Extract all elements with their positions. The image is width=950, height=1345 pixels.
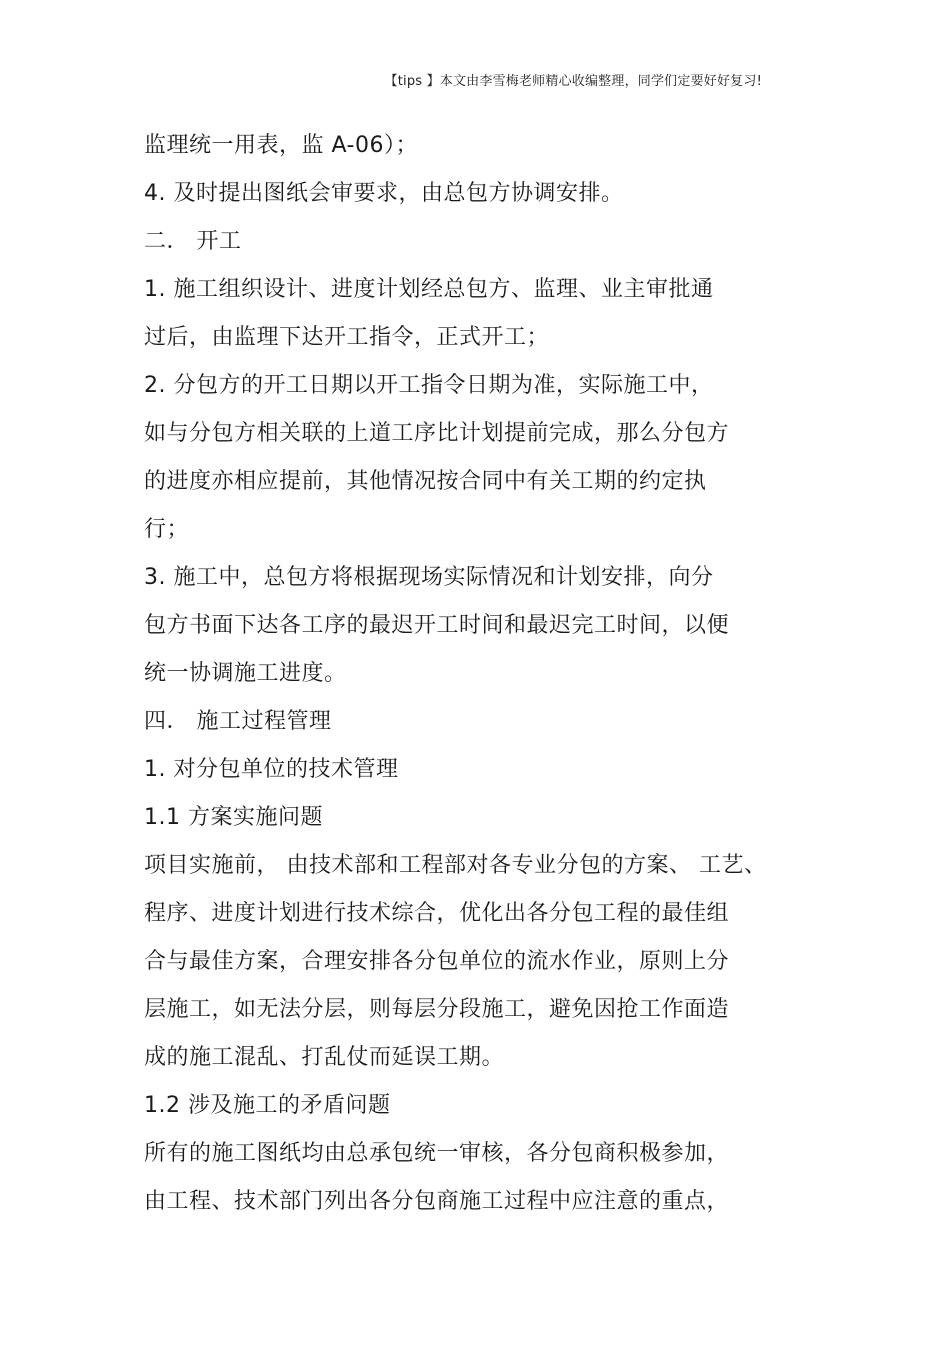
- text-line: 的进度亦相应提前，其他情况按合同中有关工期的约定执: [144, 469, 707, 494]
- text-line: 过后，由监理下达开工指令，正式开工；: [144, 325, 550, 350]
- text-line: 统一协调施工进度。: [144, 661, 347, 686]
- text-line: 1. 施工组织设计、进度计划经总包方、监理、业主审批通: [144, 277, 714, 302]
- text-line: 程序、进度计划进行技术综合，优化出各分包工程的最佳组: [144, 901, 730, 926]
- text-line: 3. 施工中，总包方将根据现场实际情况和计划安排，向分: [144, 565, 714, 590]
- text-line: 层施工，如无法分层，则每层分段施工，避免因抢工作面造: [144, 997, 730, 1022]
- text-line: 由工程、技术部门列出各分包商施工过程中应注意的重点，: [144, 1189, 730, 1214]
- text-line: 4. 及时提出图纸会审要求，由总包方协调安排。: [144, 181, 624, 206]
- section-heading: 二． 开工: [144, 229, 242, 254]
- header-note: 【tips 】本文由李雪梅老师精心收编整理，同学们定要好好复习!: [384, 74, 762, 89]
- text-line: 行；: [144, 517, 190, 542]
- subsection-heading: 1.1 方案实施问题: [144, 805, 323, 830]
- text-line: 所有的施工图纸均由总承包统一审核，各分包商积极参加，: [144, 1141, 730, 1166]
- section-heading: 四． 施工过程管理: [144, 709, 332, 734]
- text-line: 监理统一用表，监 A-06）；: [144, 133, 418, 158]
- text-line: 2. 分包方的开工日期以开工指令日期为准，实际施工中，: [144, 373, 714, 398]
- text-line: 成的施工混乱、打乱仗而延误工期。: [144, 1045, 505, 1070]
- text-line: 包方书面下达各工序的最迟开工时间和最迟完工时间，以便: [144, 613, 730, 638]
- text-line: 项目实施前， 由技术部和工程部对各专业分包的方案、 工艺、: [144, 853, 767, 878]
- subsection-heading: 1.2 涉及施工的矛盾问题: [144, 1093, 391, 1118]
- text-line: 合与最佳方案，合理安排各分包单位的流水作业，原则上分: [144, 949, 730, 974]
- text-line: 如与分包方相关联的上道工序比计划提前完成，那么分包方: [144, 421, 730, 446]
- subsection-heading: 1. 对分包单位的技术管理: [144, 757, 399, 782]
